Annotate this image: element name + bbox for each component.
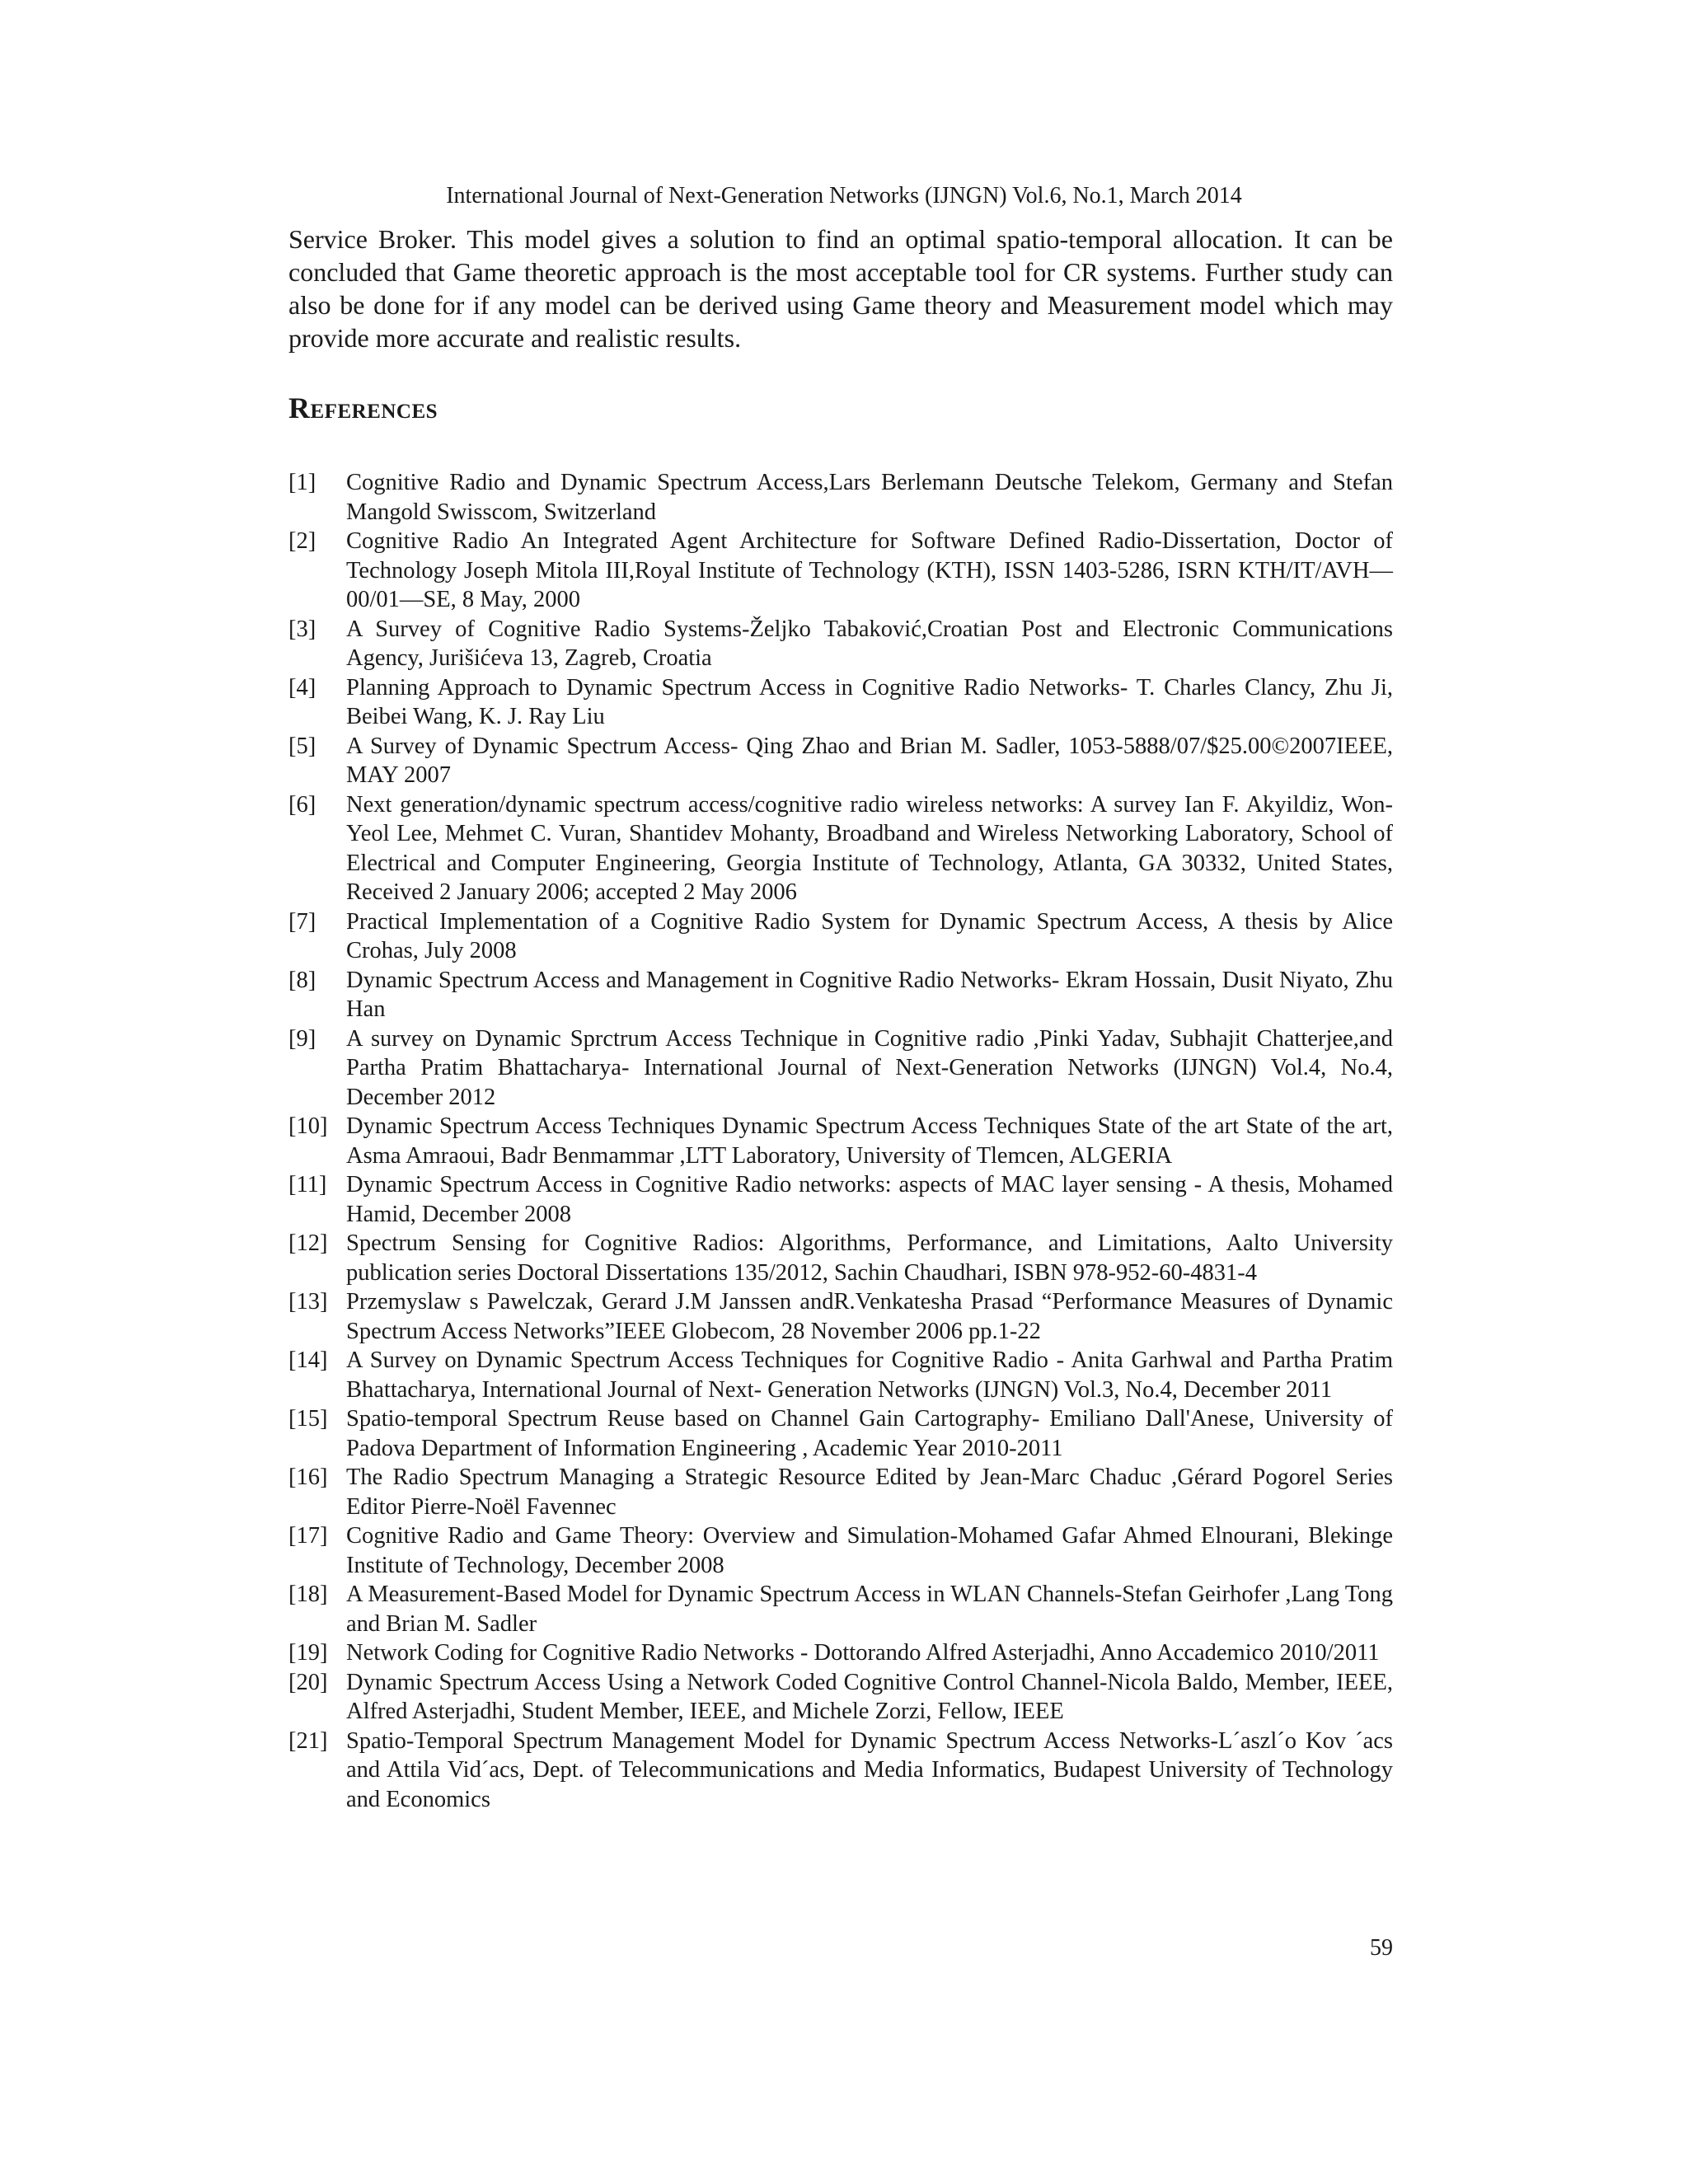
reference-number: [2] [288, 528, 316, 554]
reference-text: Spatio-Temporal Spectrum Management Model for Dynamic Spectrum Access Networks-L´aszl´o Kov ´acs and Attila Vid´acs, Dept. of Telecommunications and Media Informatics, Budapest University of Technology and Economics [346, 1727, 1393, 1812]
reference-text: A survey on Dynamic Sprctrum Access Technique in Cognitive radio ,Pinki Yadav, Subhajit Chatterjee,and Partha Pratim Bhattacharya- International Journal of Next-Generation Networks (IJNGN) Vol.4, No.4, December 2012 [346, 1025, 1393, 1110]
running-header: International Journal of Next-Generation Networks (IJNGN) Vol.6, No.1, March 2014 [446, 183, 1242, 209]
reference-number: [13] [288, 1289, 328, 1315]
reference-text: A Measurement-Based Model for Dynamic Spectrum Access in WLAN Channels-Stefan Geirhofer ,Lang Tong and Brian M. Sadler [346, 1582, 1393, 1637]
reference-number: [8] [288, 967, 316, 993]
reference-item [288, 1521, 1393, 1580]
reference-text: Przemyslaw s Pawelczak, Gerard J.M Janssen andR.Venkatesha Prasad “Performance Measures of Dynamic Spectrum Access Networks”IEEE Globecom, 28 November 2006 pp.1-22 [346, 1289, 1393, 1344]
reference-item [288, 615, 1393, 673]
reference-number: [21] [288, 1727, 328, 1754]
reference-list [288, 468, 1393, 1814]
reference-number: [6] [288, 791, 316, 818]
reference-item [288, 1638, 1393, 1668]
reference-number: [19] [288, 1640, 328, 1666]
reference-item [288, 1463, 1393, 1521]
reference-text: Dynamic Spectrum Access and Management in Cognitive Radio Networks- Ekram Hossain, Dusit Niyato, Zhu Han [346, 967, 1393, 1022]
reference-number: [14] [288, 1347, 328, 1373]
reference-number: [12] [288, 1230, 328, 1256]
reference-text: Practical Implementation of a Cognitive Radio System for Dynamic Spectrum Access, A thesis by Alice Crohas, July 2008 [346, 908, 1393, 963]
reference-item [288, 732, 1393, 790]
reference-text: Planning Approach to Dynamic Spectrum Access in Cognitive Radio Networks- T. Charles Clancy, Zhu Ji, Beibei Wang, K. J. Ray Liu [346, 674, 1393, 729]
reference-item [288, 1404, 1393, 1463]
reference-item [288, 1727, 1393, 1815]
reference-item [288, 790, 1393, 907]
reference-item [288, 1170, 1393, 1229]
reference-text: A Survey on Dynamic Spectrum Access Techniques for Cognitive Radio - Anita Garhwal and Partha Pratim Bhattacharya, International Journal of Next- Generation Networks (IJNGN) Vol.3, No.4, December 2011 [346, 1347, 1393, 1403]
reference-item [288, 1112, 1393, 1170]
reference-text: Cognitive Radio and Dynamic Spectrum Access,Lars Berlemann Deutsche Telekom, Germany and Stefan Mangold Swisscom, Switzerland [346, 470, 1393, 525]
reference-number: [16] [288, 1465, 328, 1490]
reference-text: Cognitive Radio An Integrated Agent Architecture for Software Defined Radio-Dissertation, Doctor of Technology Joseph Mitola III,Royal Institute of Technology (KTH), ISSN 1403-5286, ISRN KTH/IT/AVH—00/01—SE, 8 May, 2000 [346, 528, 1393, 612]
reference-text: Next generation/dynamic spectrum access/cognitive radio wireless networks: A survey Ian F. Akyildiz, Won-Yeol Lee, Mehmet C. Vuran, Shantidev Mohanty, Broadband and Wireless Networking Laboratory, School of Electrical and Computer Engineering, Georgia Institute of Technology, Atlanta, GA 30332, United States, Received 2 January 2006; accepted 2 May 2006 [346, 791, 1393, 905]
reference-text: Spatio-temporal Spectrum Reuse based on Channel Gain Cartography- Emiliano Dall'Anese, University of Padova Department of Information Engineering , Academic Year 2010-2011 [346, 1406, 1393, 1461]
reference-number: [7] [288, 908, 316, 935]
reference-item [288, 907, 1393, 966]
references-heading: References [288, 391, 438, 424]
reference-number: [5] [288, 733, 316, 759]
reference-text: A Survey of Cognitive Radio Systems-Željko Tabaković,Croatian Post and Electronic Communications Agency, Jurišićeva 13, Zagreb, Croatia [346, 616, 1393, 671]
reference-text: Network Coding for Cognitive Radio Networks - Dottorando Alfred Asterjadhi, Anno Accademico 2010/2011 [346, 1640, 1380, 1666]
reference-item [288, 468, 1393, 527]
reference-item [288, 1346, 1393, 1404]
reference-number: [11] [288, 1172, 327, 1197]
reference-text: The Radio Spectrum Managing a Strategic Resource Edited by Jean-Marc Chaduc ,Gérard Pogorel Series Editor Pierre-Noël Favennec [346, 1465, 1393, 1520]
reference-text: A Survey of Dynamic Spectrum Access- Qing Zhao and Brian M. Sadler, 1053-5888/07/$25.00©2007IEEE, MAY 2007 [346, 733, 1393, 788]
reference-text: Dynamic Spectrum Access Using a Network Coded Cognitive Control Channel-Nicola Baldo, Member, IEEE, Alfred Asterjadhi, Student Member, IEEE, and Michele Zorzi, Fellow, IEEE [346, 1669, 1393, 1724]
reference-number: [4] [288, 674, 316, 701]
intro-paragraph: Service Broker. This model gives a solution to find an optimal spatio-temporal allocation. It can be concluded that Game theoretic approach is the most acceptable tool for CR systems. Further study can also be done for if any model can be derived using Game theory and Measurement model which may provide more accurate and realistic results. [288, 224, 1393, 353]
reference-text: Cognitive Radio and Game Theory: Overview and Simulation-Mohamed Gafar Ahmed Elnourani, Blekinge Institute of Technology, December 2008 [346, 1523, 1393, 1578]
reference-text: Dynamic Spectrum Access in Cognitive Radio networks: aspects of MAC layer sensing - A thesis, Mohamed Hamid, December 2008 [346, 1172, 1393, 1227]
reference-number: [9] [288, 1025, 316, 1052]
reference-item [288, 1287, 1393, 1346]
reference-number: [17] [288, 1523, 328, 1549]
reference-number: [10] [288, 1113, 328, 1139]
reference-number: [3] [288, 616, 316, 642]
reference-item [288, 1229, 1393, 1287]
reference-number: [1] [288, 470, 316, 495]
reference-item [288, 673, 1393, 732]
reference-text: Dynamic Spectrum Access Techniques Dynamic Spectrum Access Techniques State of the art State of the art, Asma Amraoui, Badr Benmammar ,LTT Laboratory, University of Tlemcen, ALGERIA [346, 1113, 1393, 1169]
page-number: 59 [1370, 1935, 1393, 1961]
reference-item [288, 1668, 1393, 1727]
reference-number: [15] [288, 1406, 328, 1432]
reference-number: [20] [288, 1669, 328, 1695]
reference-text: Spectrum Sensing for Cognitive Radios: Algorithms, Performance, and Limitations, Aalto University publication series Doctoral Dissertations 135/2012, Sachin Chaudhari, ISBN 978-952-60-4831-4 [346, 1230, 1393, 1286]
reference-item [288, 966, 1393, 1024]
reference-item [288, 527, 1393, 615]
reference-item [288, 1024, 1393, 1113]
reference-number: [18] [288, 1582, 328, 1607]
reference-item [288, 1580, 1393, 1638]
